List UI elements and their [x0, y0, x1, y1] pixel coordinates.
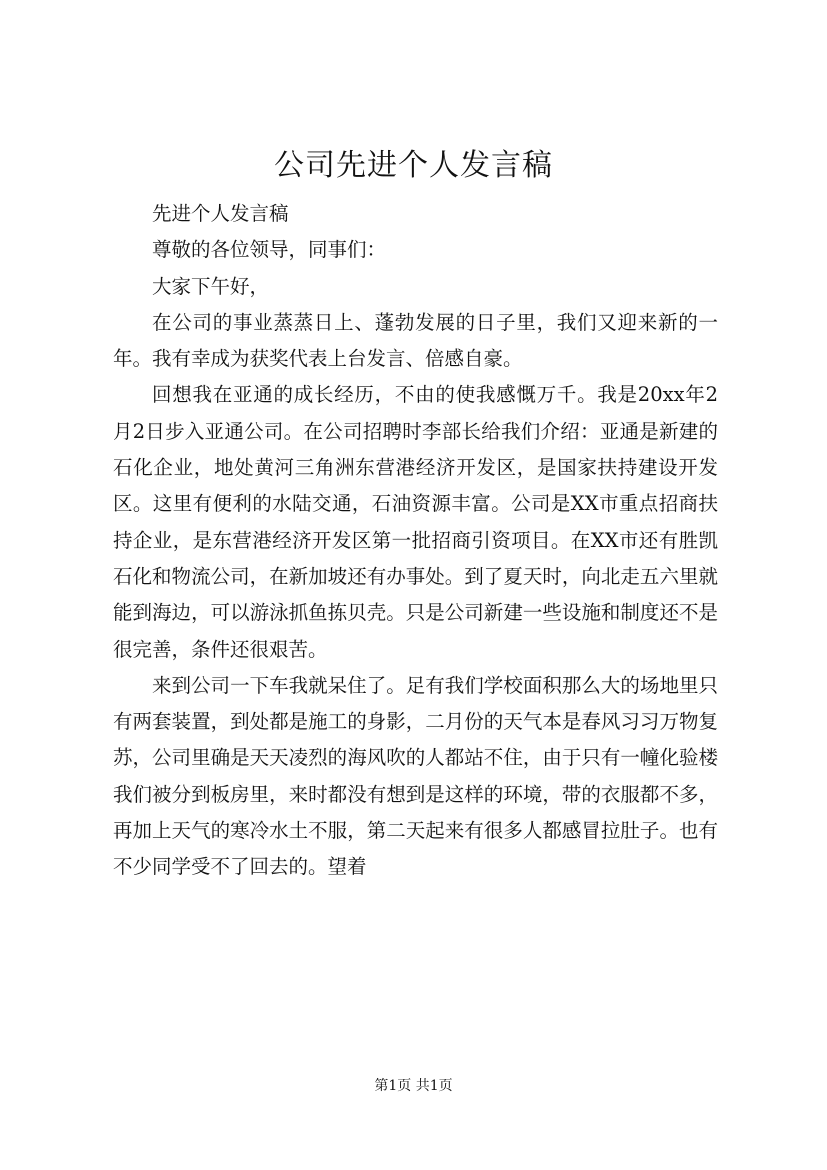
paragraph-arrival: 来到公司一下车我就呆住了。足有我们学校面积那么大的场地里只有两套装置，到处都是施工的身影，二月份的天气本是春风习习万物复苏，公司里确是天天凌烈的海风吹的人都站不住，由于只有一幢化验楼我们被分到板房里，来时都没有想到是这样的环境，带的衣服都不多，再加上天气的寒冷水土不服，第二天起来有很多人都感冒拉肚子。也有不少同学受不了回去的。望着: [113, 673, 718, 879]
document-body: [113, 196, 718, 886]
paragraph-salutation: 尊敬的各位领导，同事们：: [152, 238, 387, 262]
document-title: 公司先进个人发言稿: [274, 148, 553, 183]
paragraph-intro: 在公司的事业蒸蒸日上、蓬勃发展的日子里，我们又迎来新的一年。我有幸成为获奖代表上台发言、倍感自豪。: [113, 310, 718, 371]
paragraph-heading: 先进个人发言稿: [152, 202, 289, 225]
paragraph-greeting: 大家下午好，: [152, 274, 270, 298]
paragraph-company-history: 回想我在亚通的成长经历，不由的使我感慨万千。我是20xx年2月2日步入亚通公司。在公司招聘时李部长给我们介绍：亚通是新建的石化企业，地处黄河三角洲东营港经济开发区，是国家扶持建设开发区。这里有便利的水陆交通，石油资源丰富。公司是XX市重点招商扶持企业，是东营港经济开发区第一批招商引资项目。在XX市还有胜凯石化和物流公司，在新加坡还有办事处。到了夏天时，向北走五六里就能到海边，可以游泳抓鱼拣贝壳。只是公司新建一些设施和制度还不是很完善，条件还很艰苦。: [113, 383, 718, 661]
page-footer: 第1页 共1页: [374, 1078, 453, 1094]
